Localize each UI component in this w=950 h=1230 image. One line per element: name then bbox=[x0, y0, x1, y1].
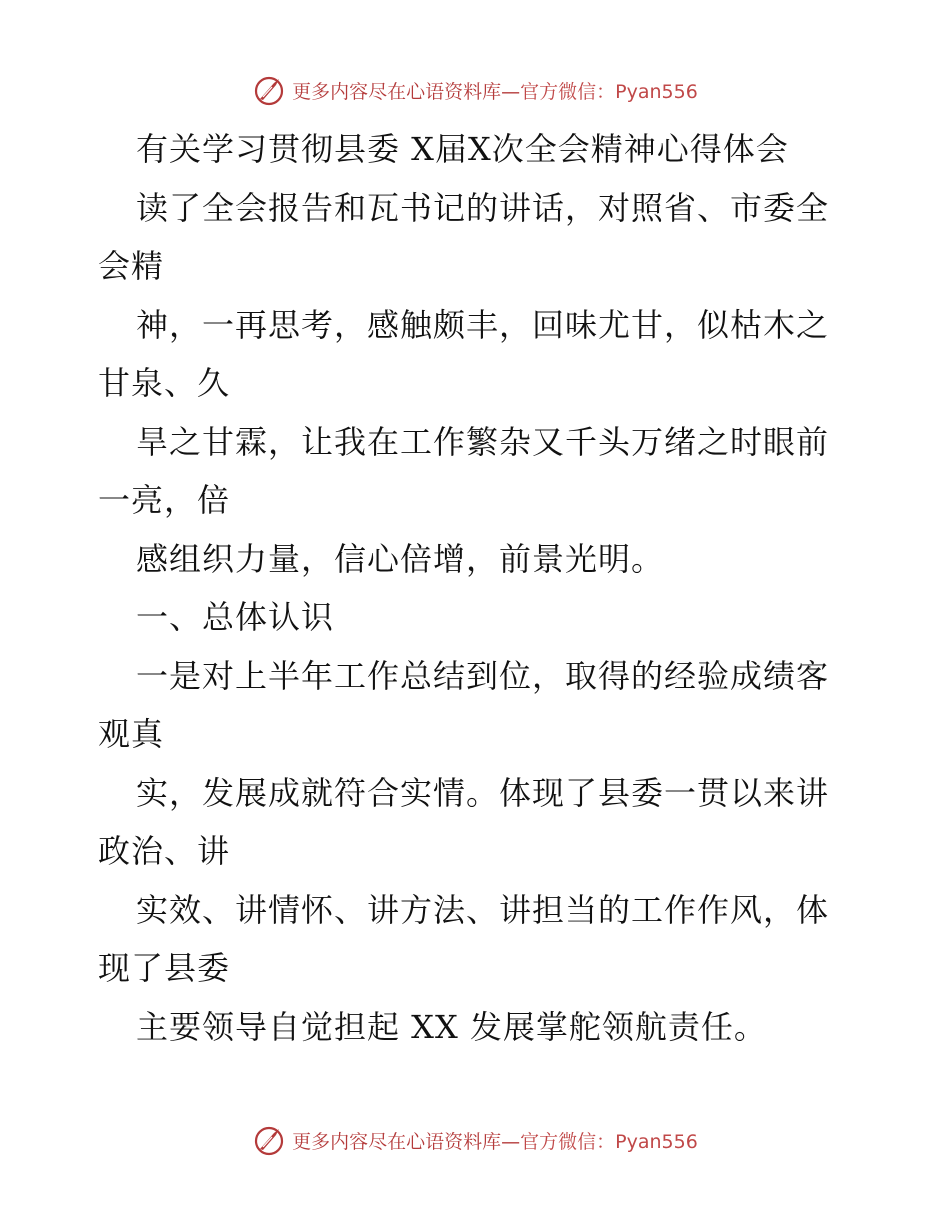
document-title: 有关学习贯彻县委 X届X次全会精神心得体会 bbox=[136, 130, 789, 168]
paragraph-line: 观真 bbox=[98, 715, 165, 753]
paragraph-line: 会精 bbox=[98, 247, 165, 285]
paragraph-line: 政治、讲 bbox=[98, 832, 231, 870]
document-body bbox=[98, 120, 858, 1056]
footer-watermark-text: 更多内容尽在心语资料库—官方微信：Pyan556 bbox=[292, 1130, 698, 1153]
paragraph-line: 一是对上半年工作总结到位，取得的经验成绩客 bbox=[136, 656, 830, 695]
paragraph-line: 甘泉、久 bbox=[98, 364, 231, 402]
paragraph-line: 现了县委 bbox=[98, 949, 231, 987]
paragraph-line: 实效、讲情怀、讲方法、讲担当的工作作风，体 bbox=[136, 890, 830, 929]
header-watermark-text: 更多内容尽在心语资料库—官方微信：Pyan556 bbox=[292, 80, 698, 103]
paragraph-line: 感组织力量，信心倍增，前景光明。 bbox=[136, 539, 665, 578]
paragraph-line: 读了全会报告和瓦书记的讲话，对照省、市委全 bbox=[136, 188, 830, 227]
footer-watermark-banner bbox=[0, 1120, 950, 1160]
quill-pen-logo-icon bbox=[252, 1123, 286, 1157]
paragraph-line: 旱之甘霖，让我在工作繁杂又千头万绪之时眼前 bbox=[136, 422, 830, 461]
paragraph-line: 实，发展成就符合实情。体现了县委一贯以来讲 bbox=[136, 773, 830, 812]
paragraph-line: 一亮，倍 bbox=[98, 481, 231, 519]
paragraph-line: 主要领导自觉担起 XX 发展掌舵领航责任。 bbox=[136, 1007, 767, 1046]
header-watermark-banner bbox=[0, 70, 950, 110]
quill-pen-logo-icon bbox=[252, 73, 286, 107]
section-heading: 一、总体认识 bbox=[136, 598, 335, 636]
paragraph-line: 神，一再思考，感触颇丰，回味尤甘，似枯木之 bbox=[136, 305, 830, 344]
